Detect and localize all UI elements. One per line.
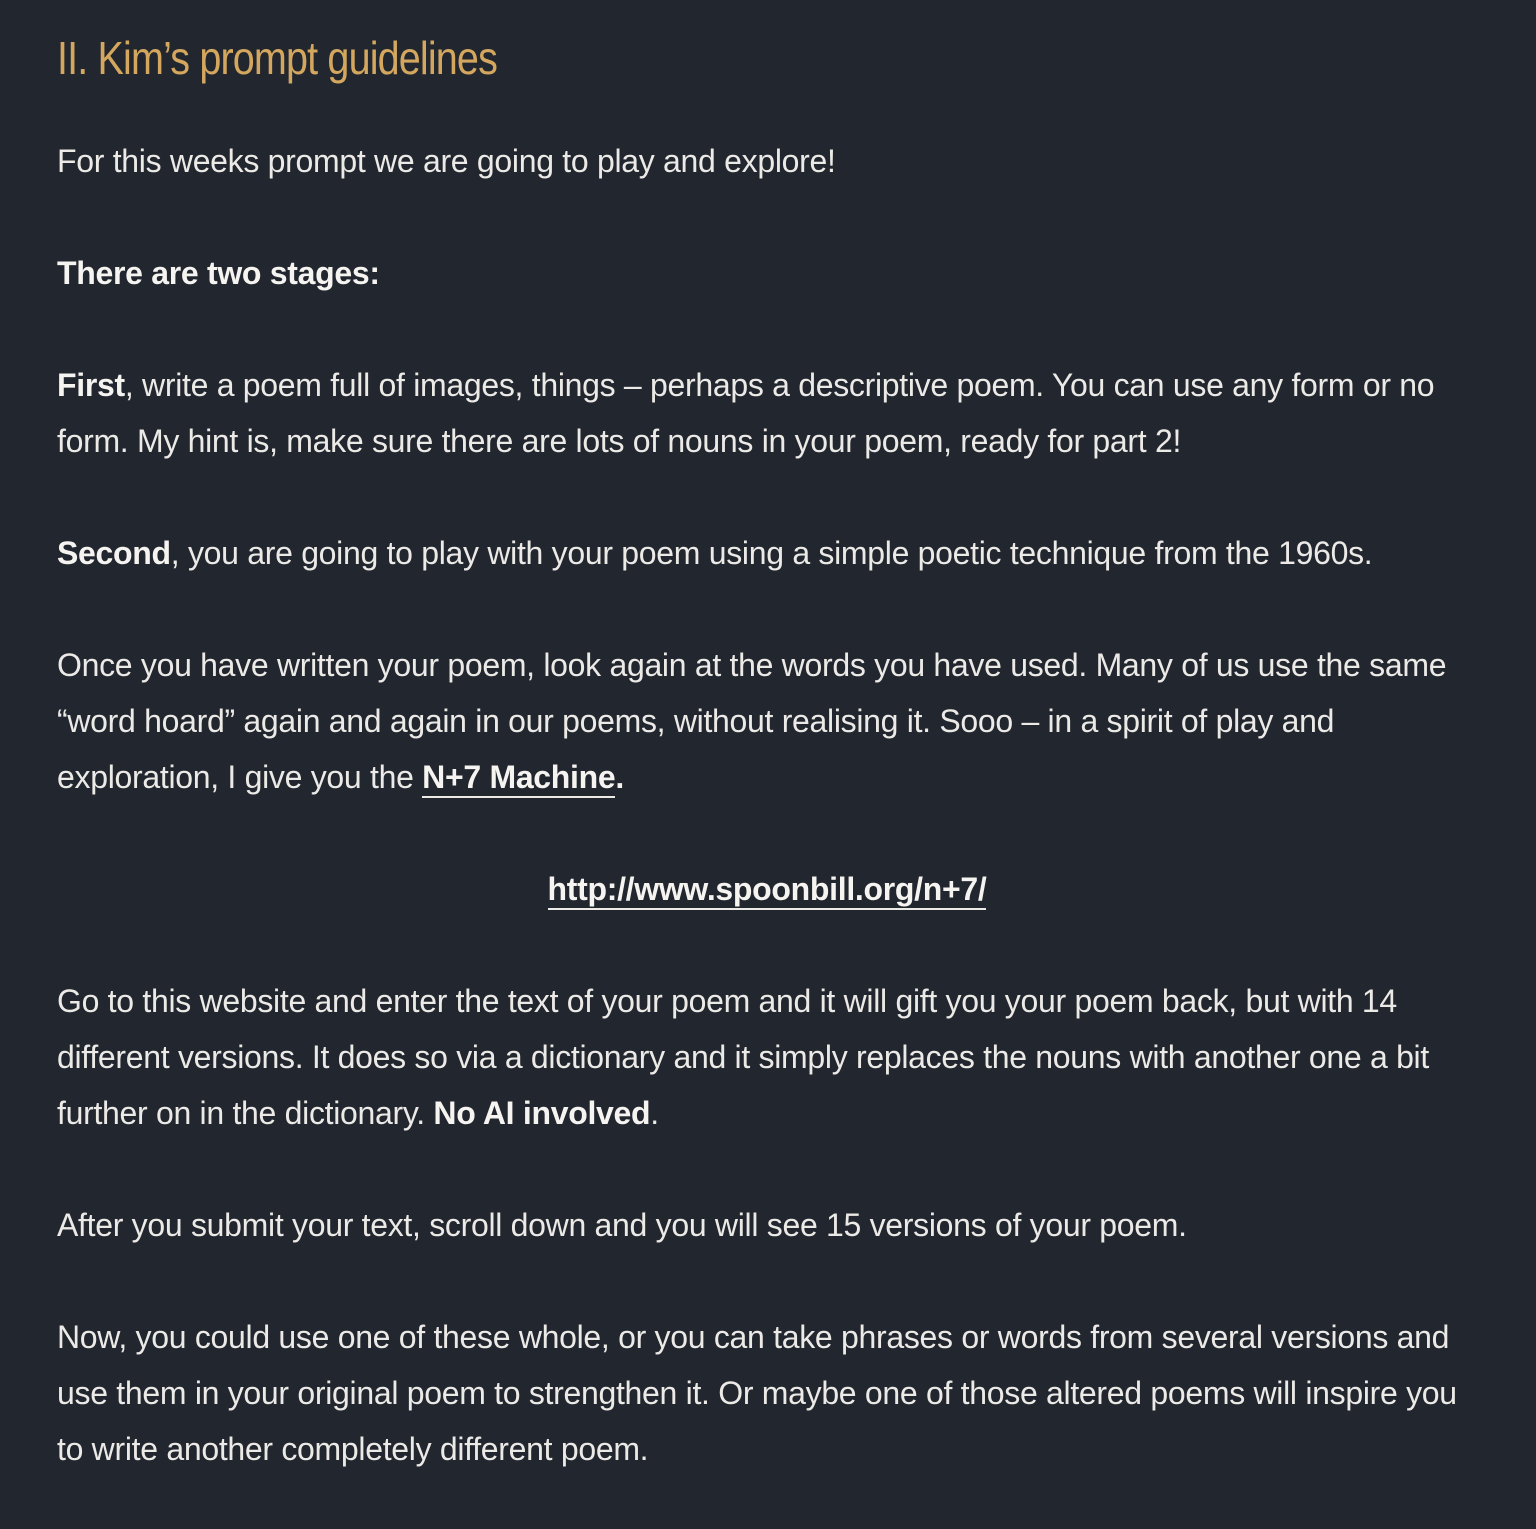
once-text: Once you have written your poem, look again at the words you have used. Many of us use the same “word hoard” again and again in our poems, without realising it. Sooo – in a spirit of play and exploration, I give you the bbox=[57, 647, 1447, 795]
now-paragraph: Now, you could use one of these whole, or you can take phrases or words from several versions and use them in your original poem to strengthen it. Or maybe one of those altered poems will inspire you to write another completely different poem. bbox=[57, 1319, 1457, 1467]
first-text: , write a poem full of images, things – perhaps a descriptive poem. You can use any form or no form. My hint is, make sure there are lots of nouns in your poem, ready for part 2! bbox=[57, 367, 1435, 459]
second-stage-paragraph bbox=[57, 525, 1477, 581]
once-end: . bbox=[615, 759, 624, 795]
stages-heading-paragraph bbox=[57, 245, 1477, 301]
n7-machine-link[interactable]: N+7 Machine bbox=[422, 759, 615, 798]
after-paragraph: After you submit your text, scroll down and you will see 15 versions of your poem. bbox=[57, 1207, 1187, 1243]
no-ai-bold: No AI involved bbox=[433, 1095, 651, 1131]
first-stage-paragraph bbox=[57, 357, 1477, 469]
spoonbill-url-link[interactable]: http://www.spoonbill.org/n+7/ bbox=[548, 871, 987, 910]
goto-text: Go to this website and enter the text of your poem and it will gift you your poem back, but with 14 different versions. It does so via a dictionary and it simply replaces the nouns with another one a bit further on in the dictionary. bbox=[57, 983, 1429, 1131]
second-label: Second bbox=[57, 535, 171, 571]
section-heading: II. Kim’s prompt guidelines bbox=[57, 32, 497, 84]
once-paragraph bbox=[57, 637, 1477, 805]
second-text: , you are going to play with your poem using a simple poetic technique from the 1960s. bbox=[170, 535, 1373, 571]
goto-end: . bbox=[650, 1095, 659, 1131]
intro-paragraph: For this weeks prompt we are going to play and explore! bbox=[57, 143, 836, 179]
url-paragraph bbox=[57, 861, 1477, 917]
goto-paragraph bbox=[57, 973, 1477, 1141]
stages-heading: There are two stages: bbox=[57, 255, 380, 291]
first-label: First bbox=[57, 367, 125, 403]
